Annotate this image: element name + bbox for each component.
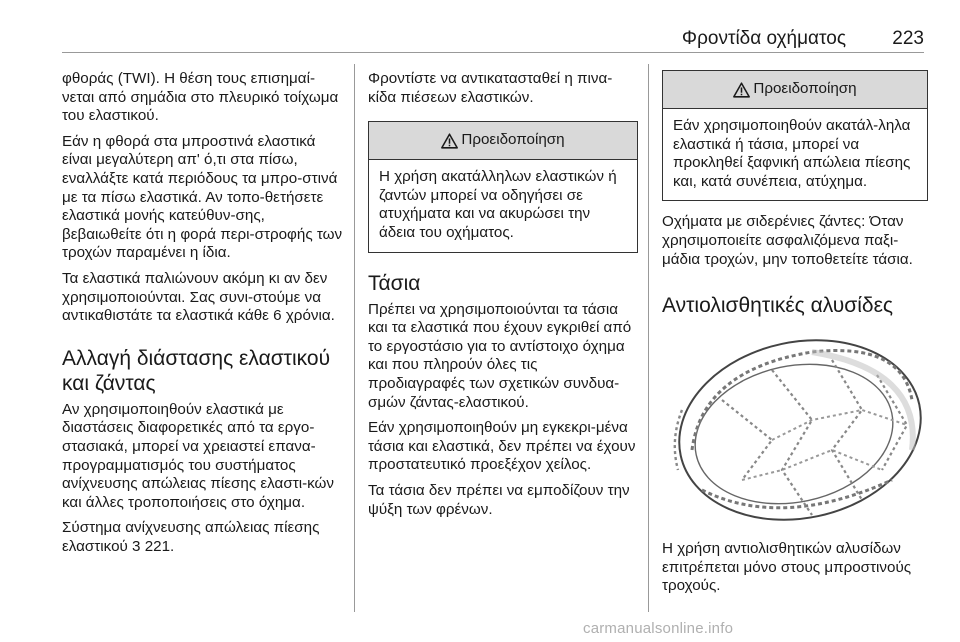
warning-title: Προειδοποίηση bbox=[753, 80, 857, 98]
paragraph-hubcaps-lip: Εάν χρησιμοποιηθούν μη εγκεκρι-μένα τάσια και ελαστικά, δεν πρέπει να έχουν προστατευτικό προεξέχον χείλος. bbox=[368, 419, 636, 474]
header-rule bbox=[62, 52, 924, 53]
warning-text: Η χρήση ακατάλληλων ελαστικών ή ζαντών μπορεί να οδηγήσει σε ατυχήματα και να ακυρώσει την άδεια του οχήματος. bbox=[379, 168, 617, 241]
watermark: carmanualsonline.info bbox=[583, 620, 734, 637]
paragraph-snow-chains: Η χρήση αντιολισθητικών αλυσίδων επιτρέπεται μόνο στους μπροστινούς τροχούς. bbox=[662, 540, 912, 595]
warning-box-tyres bbox=[368, 121, 638, 252]
paragraph-twi: φθοράς (TWI). Η θέση τους επισημαί-νεται από σημάδια στο πλευρικό τοίχωμα του ελαστικού. bbox=[62, 70, 339, 125]
paragraph-size-change: Αν χρησιμοποιηθούν ελαστικά με διαστάσεις διαφορετικές από τα εργο-στασιακά, μπορεί να χρειαστεί επανα-προγραμματισμός του συστήματος ανίχνευσης απώλειας πίεσης ελαστι-κών και άλλες τροποποιήσεις στο όχημα. bbox=[62, 400, 334, 511]
column-divider-2 bbox=[648, 64, 649, 612]
paragraph-hubcaps-cooling: Τα τάσια δεν πρέπει να εμποδίζουν την ψύξη των φρένων. bbox=[368, 481, 630, 518]
page-header bbox=[62, 28, 924, 52]
paragraph-pressure-label: Φροντίστε να αντικατασταθεί η πινα-κίδα πιέσεων ελαστικών. bbox=[368, 70, 613, 106]
page-title: Φροντίδα οχήματος bbox=[681, 28, 846, 49]
warning-text: Εάν χρησιμοποιηθούν ακατάλ-ληλα ελαστικά ή τάσια, μπορεί να προκληθεί ξαφνική απώλεια πίεσης και, κατά συνέπεια, ατύχημα. bbox=[673, 117, 911, 190]
warning-title: Προειδοποίηση bbox=[461, 131, 565, 149]
column-2 bbox=[368, 70, 638, 526]
page-number: 223 bbox=[892, 28, 924, 49]
column-1 bbox=[62, 70, 344, 563]
snow-chain-illustration bbox=[662, 330, 928, 530]
column-3 bbox=[662, 70, 928, 603]
warning-header bbox=[663, 71, 927, 109]
warning-header bbox=[369, 122, 637, 160]
paragraph-hubcaps-approved: Πρέπει να χρησιμοποιούνται τα τάσια και τα ελαστικά που έχουν εγκριθεί από το εργοστάσιο για το αντίστοιχο όχημα και που πληρούν όλες τις προδιαγραφές των σχετικών συνδυα-σμών ζάντας-ελαστικού. bbox=[368, 300, 632, 411]
paragraph-steel-rims: Οχήματα με σιδερένιες ζάντες: Όταν χρησιμοποιείτε ασφαλιζόμενα παξι-μάδια τροχών, μην τοποθετείτε τάσια. bbox=[662, 213, 913, 268]
snow-chain-drawing bbox=[662, 330, 928, 530]
paragraph-aging: Τα ελαστικά παλιώνουν ακόμη κι αν δεν χρησιμοποιούνται. Σας συνι-στούμε να αντικαθιστάτε τα ελαστικά κάθε 6 χρόνια. bbox=[62, 269, 335, 325]
warning-triangle-icon bbox=[733, 82, 750, 98]
paragraph-tpms-reference[interactable]: Σύστημα ανίχνευσης απώλειας πίεσης ελαστικού 3 221. bbox=[62, 519, 320, 555]
heading-size-change: Αλλαγή διάστασης ελαστικού και ζάντας bbox=[62, 346, 331, 395]
heading-hubcaps: Τάσια bbox=[368, 271, 421, 295]
heading-snow-chains: Αντιολισθητικές αλυσίδες bbox=[662, 294, 894, 318]
warning-triangle-icon bbox=[441, 133, 458, 149]
warning-box-hubcaps bbox=[662, 70, 928, 201]
paragraph-rotation: Εάν η φθορά στα μπροστινά ελαστικά είναι μεγαλύτερη απ' ό,τι στα πίσω, εναλλάξτε κατά περιόδους τα μπρο-στινά με τα πίσω ελαστικά. Αν τοπο-θετήσετε ελαστικά μονής κατεύθυν-σης, βεβαιωθείτε ότι η φορά περι-στροφής των τροχών παραμένει η ίδια. bbox=[62, 132, 343, 262]
column-divider-1 bbox=[354, 64, 355, 612]
